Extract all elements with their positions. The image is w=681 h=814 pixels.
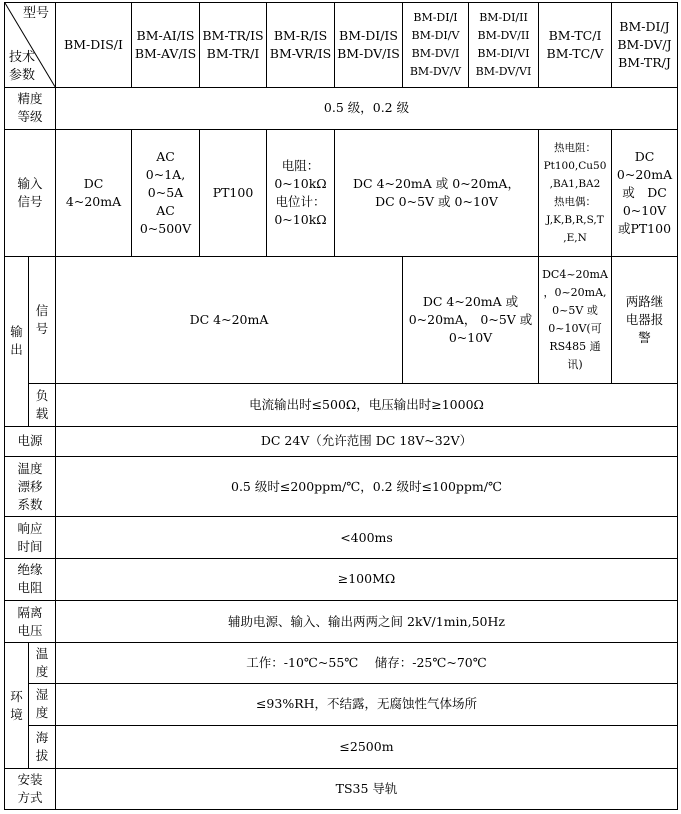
output-signal-rs485: DC4~20mA ，0~20mA, 0~5V 或 0~10V(可 RS485 通 讯) xyxy=(539,257,612,384)
spec-table xyxy=(4,2,678,810)
parameter-header-label: 技术 参数 xyxy=(9,49,36,83)
input-relay-cell: DC 0~20mA 或 DC 0~10V 或PT100 xyxy=(612,130,678,257)
output-signal-dc: DC 4~20mA xyxy=(56,257,403,384)
model-col-4: BM-R/IS BM-VR/IS xyxy=(267,3,335,88)
insulation-row xyxy=(5,558,678,600)
env-humidity-value: ≤93%RH，不结露，无腐蚀性气体场所 xyxy=(56,683,678,725)
header-row xyxy=(5,3,678,88)
env-temp-value: 工作：-10℃~55℃ 储存：-25℃~70℃ xyxy=(56,643,678,683)
power-row xyxy=(5,426,678,456)
model-col-1: BM-DIS/I xyxy=(56,3,132,88)
input-pt100-cell: PT100 xyxy=(200,130,267,257)
model-col-2: BM-AI/IS BM-AV/IS xyxy=(132,3,200,88)
input-dc-range-cell: DC 4~20mA 或 0~20mA， DC 0~5V 或 0~10V xyxy=(335,130,539,257)
isolation-label: 隔离 电压 xyxy=(5,601,56,643)
output-signal-label: 信 号 xyxy=(29,257,56,384)
accuracy-label: 精度 等级 xyxy=(5,87,56,129)
insulation-label: 绝缘 电阻 xyxy=(5,558,56,600)
accuracy-row xyxy=(5,87,678,129)
drift-row xyxy=(5,456,678,517)
output-label: 输 出 xyxy=(5,257,29,426)
insulation-value: ≥100MΩ xyxy=(56,558,678,600)
output-signal-relay: 两路继 电器报 警 xyxy=(612,257,678,384)
input-resistance-cell: 电阻： 0~10kΩ 电位计： 0~10kΩ xyxy=(267,130,335,257)
drift-label: 温度 漂移 系数 xyxy=(5,456,56,517)
output-signal-options: DC 4~20mA 或 0~20mA， 0~5V 或 0~10V xyxy=(403,257,539,384)
output-load-label: 负 载 xyxy=(29,384,56,426)
input-thermal-cell: 热电阻： Pt100,Cu50 ,BA1,BA2 热电偶： J,K,B,R,S,T ,E,N xyxy=(539,130,612,257)
output-load-row xyxy=(5,384,678,426)
model-col-6: BM-DI/I BM-DI/V BM-DV/I BM-DV/V xyxy=(403,3,469,88)
model-col-9: BM-DI/J BM-DV/J BM-TR/J xyxy=(612,3,678,88)
isolation-value: 辅助电源、输入、输出两两之间 2kV/1min,50Hz xyxy=(56,601,678,643)
mounting-label: 安装 方式 xyxy=(5,768,56,809)
input-label: 输入 信号 xyxy=(5,130,56,257)
env-temp-row xyxy=(5,643,678,683)
env-humidity-row xyxy=(5,683,678,725)
output-signal-row xyxy=(5,257,678,384)
env-altitude-value: ≤2500m xyxy=(56,726,678,768)
drift-value: 0.5 级时≤200ppm/℃，0.2 级时≤100ppm/℃ xyxy=(56,456,678,517)
model-col-7: BM-DI/II BM-DV/II BM-DI/VI BM-DV/VI xyxy=(469,3,539,88)
power-label: 电源 xyxy=(5,426,56,456)
model-col-8: BM-TC/I BM-TC/V xyxy=(539,3,612,88)
model-col-5: BM-DI/IS BM-DV/IS xyxy=(335,3,403,88)
model-header-label: 型号 xyxy=(22,6,49,21)
input-row xyxy=(5,130,678,257)
env-altitude-label: 海 拔 xyxy=(29,726,56,768)
isolation-row xyxy=(5,601,678,643)
response-row xyxy=(5,517,678,558)
header-corner-cell xyxy=(5,3,56,88)
env-altitude-row xyxy=(5,726,678,768)
env-temp-label: 温 度 xyxy=(29,643,56,683)
output-load-value: 电流输出时≤500Ω，电压输出时≥1000Ω xyxy=(56,384,678,426)
response-value: <400ms xyxy=(56,517,678,558)
input-ac-cell: AC 0~1A, 0~5A AC 0~500V xyxy=(132,130,200,257)
accuracy-value: 0.5 级，0.2 级 xyxy=(56,87,678,129)
environment-label: 环 境 xyxy=(5,643,29,768)
response-label: 响应 时间 xyxy=(5,517,56,558)
power-value: DC 24V（允许范围 DC 18V~32V） xyxy=(56,426,678,456)
input-dc-cell: DC 4~20mA xyxy=(56,130,132,257)
mounting-value: TS35 导轨 xyxy=(56,768,678,809)
model-col-3: BM-TR/IS BM-TR/I xyxy=(200,3,267,88)
mounting-row xyxy=(5,768,678,809)
env-humidity-label: 湿 度 xyxy=(29,683,56,725)
